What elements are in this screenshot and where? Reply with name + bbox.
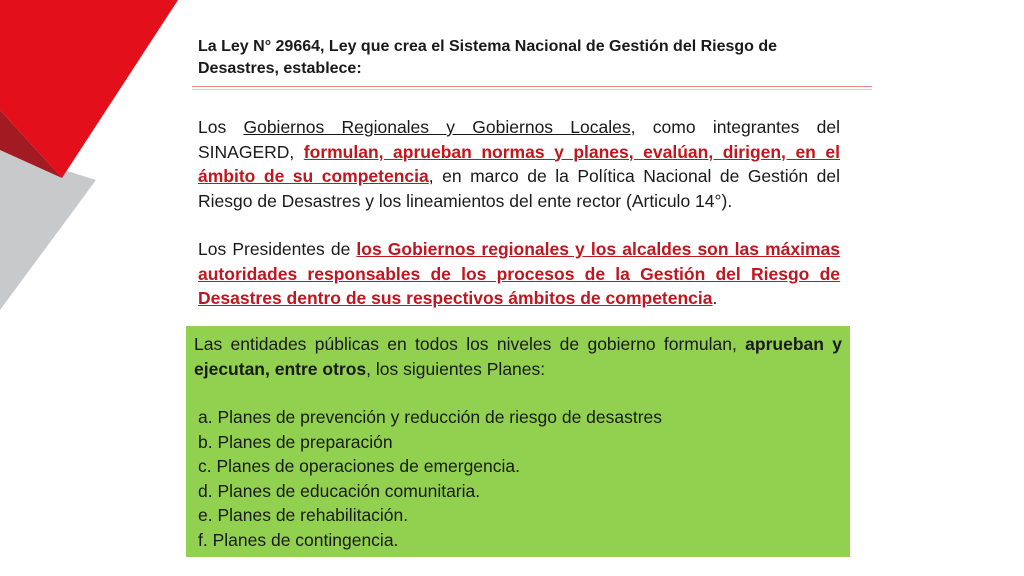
paragraph-regional-governments xyxy=(198,115,840,213)
paragraph2-text-b: . xyxy=(712,288,718,308)
decor-gray-triangle xyxy=(0,150,96,310)
paragraph-presidents xyxy=(198,237,840,311)
list-item: c. Planes de operaciones de emergencia. xyxy=(198,456,521,476)
title-divider xyxy=(192,86,872,87)
plans-intro-text-a: Las entidades públicas en todos los niveles de gobierno formulan, xyxy=(194,334,746,354)
list-item: a. Planes de prevención y reducción de riesgo de desastres xyxy=(198,407,663,427)
list-item: d. Planes de educación comunitaria. xyxy=(198,480,481,501)
list-item: e. Planes de rehabilitación. xyxy=(198,505,409,525)
paragraph1-text-c: , en marco de la Política Nacional de Gestión del Riesgo de Desastres y los lineamientos del ente rector (Articulo 14°). xyxy=(198,166,840,211)
paragraph1-text-a: Los xyxy=(198,117,244,137)
paragraph2-highlight: los Gobiernos regionales y los alcaldes son las máximas autoridades responsables de los procesos de la Gestión del Riesgo de Desastres dentro de sus respectivos ámbitos de competencia xyxy=(198,239,840,308)
plans-intro-text-b: , los siguientes Planes: xyxy=(366,358,546,379)
plans-list xyxy=(194,405,842,552)
paragraph1-underlined-text: Gobiernos Regionales y Gobiernos Locales xyxy=(243,117,631,137)
corner-decoration xyxy=(0,0,200,340)
paragraph1-highlight: formulan, aprueban normas y planes, evalúan, dirigen, en el ámbito de su competencia xyxy=(198,141,840,186)
list-item: b. Planes de preparación xyxy=(198,431,393,452)
page-title: La Ley N° 29664, Ley que crea el Sistema Nacional de Gestión del Riesgo de Desastres, establece: xyxy=(198,38,778,77)
title-divider-secondary xyxy=(192,89,872,90)
paragraph1-text-b: , como integrantes del SINAGERD, xyxy=(198,117,841,162)
plans-box xyxy=(186,326,850,557)
plans-intro xyxy=(194,332,842,381)
paragraph2-text-a: Los Presidentes de xyxy=(198,239,357,259)
plans-intro-bold: aprueban y ejecutan, entre otros xyxy=(194,334,842,379)
list-item: f. Planes de contingencia. xyxy=(198,529,399,550)
